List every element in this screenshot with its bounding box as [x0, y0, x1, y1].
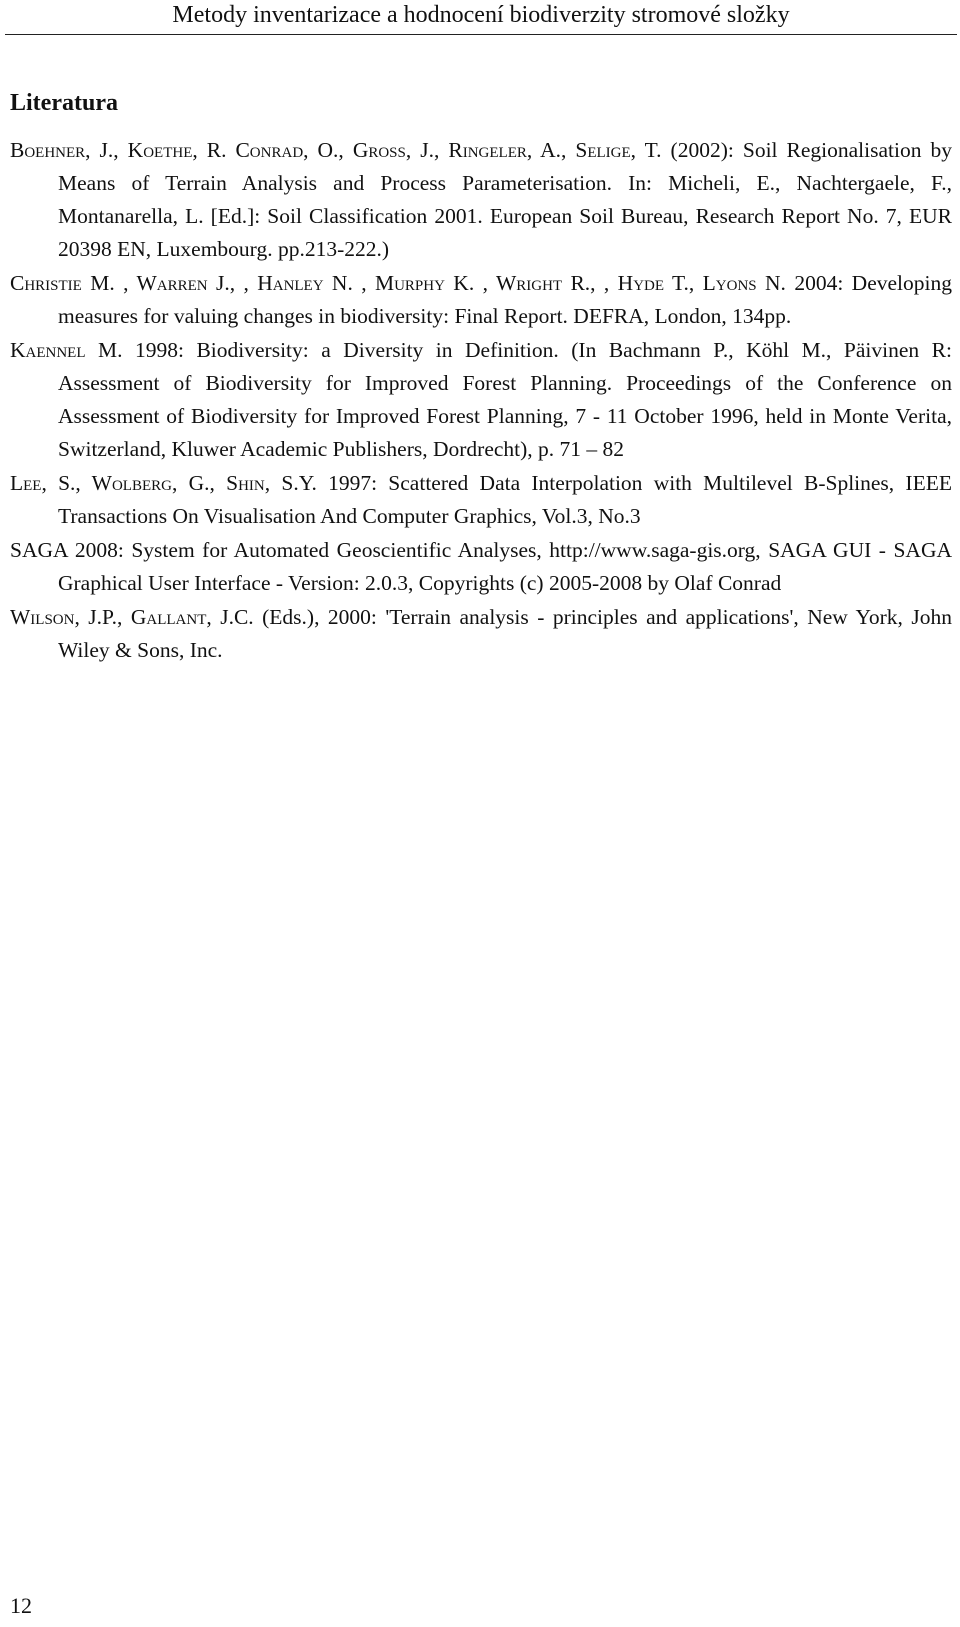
reference-item [10, 601, 952, 667]
reference-text: 2004: Developing measures for valuing changes in biodiversity: Final Report. DEFRA, London, 134pp. [58, 271, 952, 328]
reference-authors: Christie M. , Warren J., , Hanley N. , Murphy K. , Wright R., , Hyde T., Lyons N. [10, 271, 786, 295]
reference-text: (2002): Soil Regionalisation by Means of Terrain Analysis and Process Parameterisation. In: Micheli, E., Nachtergaele, F., Montanarella, L. [Ed.]: Soil Classification 2001. European Soil Bureau, Research Report No. 7, EUR 20398 EN, Luxembourg. pp.213-222.) [58, 138, 952, 261]
reference-item [10, 134, 952, 266]
reference-text: 1997: Scattered Data Interpolation with Multilevel B-Splines, IEEE Transactions On Visualisation And Computer Graphics, Vol.3, No.3 [58, 471, 952, 528]
reference-item [10, 267, 952, 333]
reference-text: (Eds.), 2000: 'Terrain analysis - principles and applications', New York, John Wiley & Sons, Inc. [58, 605, 953, 662]
reference-authors: Lee, S., Wolberg, G., Shin, S.Y. [10, 471, 317, 495]
reference-authors: Boehner, J., Koethe, R. Conrad, O., Gross, J., Ringeler, A., Selige, T. [10, 138, 662, 162]
reference-item [10, 534, 952, 600]
reference-item [10, 334, 952, 466]
running-title: Metody inventarizace a hodnocení biodiverzity stromové složky [172, 2, 790, 28]
reference-item [10, 467, 952, 533]
page-number: 12 [10, 1593, 32, 1618]
section-heading: Literatura [10, 90, 118, 116]
running-header [5, 0, 957, 35]
reference-authors: Wilson, J.P., Gallant, J.C. [10, 605, 254, 629]
reference-text: 1998: Biodiversity: a Diversity in Definition. (In Bachmann P., Köhl M., Päivinen R: Assessment of Biodiversity for Improved Forest Planning. Proceedings of the Conference on Assessment of Biodiversity for Improved Forest Planning, 7 - 11 October 1996, held in Monte Verita, Switzerland, Kluwer Academic Publishers, Dordrecht), p. 71 – 82 [58, 338, 952, 461]
reference-text: SAGA 2008: System for Automated Geoscientific Analyses, http://www.saga-gis.org, SAGA GUI - SAGA Graphical User Interface - Version: 2.0.3, Copyrights (c) 2005-2008 by Olaf Conrad [10, 538, 952, 595]
reference-authors: Kaennel M. [10, 338, 123, 362]
reference-list [10, 134, 952, 668]
